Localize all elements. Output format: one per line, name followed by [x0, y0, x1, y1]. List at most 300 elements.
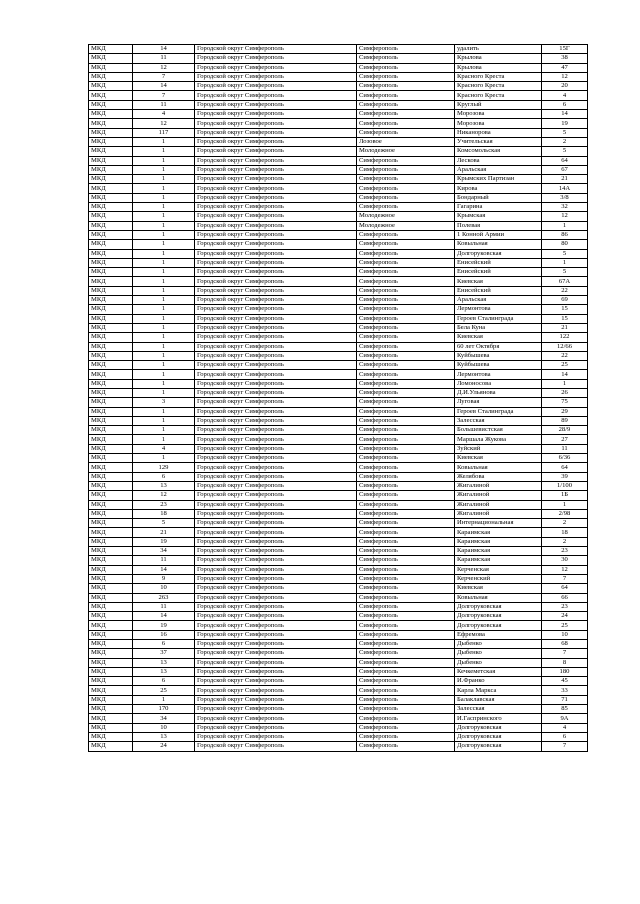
count-cell: 16: [133, 630, 195, 639]
house-number-cell: 39: [542, 472, 588, 481]
house-number-cell: 6/36: [542, 454, 588, 463]
table-row: [89, 574, 588, 583]
street-cell: Енисейский: [455, 286, 542, 295]
table-row: [89, 286, 588, 295]
building-type-cell: МКД: [89, 249, 133, 258]
settlement-cell: Симферополь: [357, 537, 455, 546]
building-type-cell: МКД: [89, 91, 133, 100]
settlement-cell: Симферополь: [357, 547, 455, 556]
district-cell: Городской округ Симферополь: [195, 128, 357, 137]
street-cell: Аральская: [455, 165, 542, 174]
settlement-cell: Симферополь: [357, 230, 455, 239]
count-cell: 13: [133, 667, 195, 676]
building-type-cell: МКД: [89, 258, 133, 267]
count-cell: 6: [133, 677, 195, 686]
street-cell: Киевская: [455, 584, 542, 593]
building-type-cell: МКД: [89, 351, 133, 360]
building-type-cell: МКД: [89, 286, 133, 295]
settlement-cell: Симферополь: [357, 333, 455, 342]
house-number-cell: 1: [542, 500, 588, 509]
count-cell: 9: [133, 574, 195, 583]
street-cell: Лермонтова: [455, 370, 542, 379]
count-cell: 1: [133, 407, 195, 416]
street-cell: Зуйский: [455, 444, 542, 453]
district-cell: Городской округ Симферополь: [195, 203, 357, 212]
street-cell: Луговая: [455, 398, 542, 407]
house-number-cell: 12/66: [542, 342, 588, 351]
settlement-cell: Симферополь: [357, 565, 455, 574]
settlement-cell: Симферополь: [357, 314, 455, 323]
building-type-cell: МКД: [89, 193, 133, 202]
table-row: [89, 184, 588, 193]
settlement-cell: Симферополь: [357, 509, 455, 518]
house-number-cell: 22: [542, 286, 588, 295]
building-type-cell: МКД: [89, 398, 133, 407]
settlement-cell: Симферополь: [357, 249, 455, 258]
settlement-cell: Симферополь: [357, 110, 455, 119]
house-number-cell: 22: [542, 351, 588, 360]
settlement-cell: Симферополь: [357, 193, 455, 202]
settlement-cell: Молодежное: [357, 212, 455, 221]
district-cell: Городской округ Симферополь: [195, 519, 357, 528]
count-cell: 11: [133, 556, 195, 565]
count-cell: 1: [133, 165, 195, 174]
house-number-cell: 14: [542, 110, 588, 119]
building-type-cell: МКД: [89, 649, 133, 658]
settlement-cell: Симферополь: [357, 156, 455, 165]
house-number-cell: 9А: [542, 714, 588, 723]
street-cell: Куйбышева: [455, 351, 542, 360]
house-number-cell: 12: [542, 565, 588, 574]
settlement-cell: Симферополь: [357, 305, 455, 314]
table-row: [89, 481, 588, 490]
count-cell: 1: [133, 193, 195, 202]
count-cell: 14: [133, 82, 195, 91]
table-row: [89, 686, 588, 695]
count-cell: 170: [133, 705, 195, 714]
table-row: [89, 370, 588, 379]
house-number-cell: 69: [542, 296, 588, 305]
settlement-cell: Симферополь: [357, 714, 455, 723]
table-row: [89, 723, 588, 732]
building-type-cell: МКД: [89, 63, 133, 72]
count-cell: 12: [133, 119, 195, 128]
settlement-cell: Молодежное: [357, 221, 455, 230]
street-cell: Крылова: [455, 63, 542, 72]
building-type-cell: МКД: [89, 742, 133, 751]
building-type-cell: МКД: [89, 658, 133, 667]
street-cell: Полевая: [455, 221, 542, 230]
building-type-cell: МКД: [89, 686, 133, 695]
table-row: [89, 491, 588, 500]
count-cell: 1: [133, 277, 195, 286]
building-type-cell: МКД: [89, 528, 133, 537]
building-type-cell: МКД: [89, 547, 133, 556]
table-row: [89, 398, 588, 407]
building-type-cell: МКД: [89, 584, 133, 593]
count-cell: 4: [133, 110, 195, 119]
building-type-cell: МКД: [89, 100, 133, 109]
street-cell: Желябова: [455, 472, 542, 481]
count-cell: 11: [133, 100, 195, 109]
settlement-cell: Симферополь: [357, 45, 455, 54]
count-cell: 1: [133, 258, 195, 267]
table-row: [89, 593, 588, 602]
building-type-cell: МКД: [89, 128, 133, 137]
table-row: [89, 667, 588, 676]
settlement-cell: Симферополь: [357, 742, 455, 751]
table-row: [89, 45, 588, 54]
settlement-cell: Симферополь: [357, 463, 455, 472]
table-row: [89, 296, 588, 305]
house-number-cell: 64: [542, 156, 588, 165]
house-number-cell: 25: [542, 361, 588, 370]
settlement-cell: Симферополь: [357, 444, 455, 453]
settlement-cell: Симферополь: [357, 379, 455, 388]
settlement-cell: Симферополь: [357, 500, 455, 509]
table-row: [89, 426, 588, 435]
street-cell: Крымских Партизан: [455, 175, 542, 184]
street-cell: Караимская: [455, 556, 542, 565]
building-type-cell: МКД: [89, 556, 133, 565]
district-cell: Городской округ Симферополь: [195, 565, 357, 574]
table-row: [89, 361, 588, 370]
house-number-cell: 6: [542, 732, 588, 741]
building-type-cell: МКД: [89, 509, 133, 518]
count-cell: 3: [133, 398, 195, 407]
table-row: [89, 175, 588, 184]
district-cell: Городской округ Симферополь: [195, 695, 357, 704]
settlement-cell: Симферополь: [357, 258, 455, 267]
settlement-cell: Симферополь: [357, 593, 455, 602]
street-cell: Долгоруковская: [455, 742, 542, 751]
house-number-cell: 1: [542, 221, 588, 230]
district-cell: Городской округ Симферополь: [195, 147, 357, 156]
building-type-cell: МКД: [89, 137, 133, 146]
table-row: [89, 732, 588, 741]
house-number-cell: 29: [542, 407, 588, 416]
table-row: [89, 612, 588, 621]
settlement-cell: Симферополь: [357, 556, 455, 565]
table-body: [89, 45, 588, 752]
table-row: [89, 454, 588, 463]
house-number-cell: 21: [542, 175, 588, 184]
district-cell: Городской округ Симферополь: [195, 184, 357, 193]
street-cell: Ковыльная: [455, 240, 542, 249]
table-row: [89, 137, 588, 146]
building-type-cell: МКД: [89, 695, 133, 704]
settlement-cell: Симферополь: [357, 286, 455, 295]
settlement-cell: Симферополь: [357, 677, 455, 686]
settlement-cell: Симферополь: [357, 658, 455, 667]
table-row: [89, 147, 588, 156]
house-number-cell: 1: [542, 258, 588, 267]
table-row: [89, 351, 588, 360]
street-cell: Кирова: [455, 184, 542, 193]
building-type-cell: МКД: [89, 426, 133, 435]
building-type-cell: МКД: [89, 230, 133, 239]
district-cell: Городской округ Симферополь: [195, 249, 357, 258]
street-cell: Ковыльная: [455, 463, 542, 472]
house-number-cell: 7: [542, 649, 588, 658]
count-cell: 1: [133, 184, 195, 193]
district-cell: Городской округ Симферополь: [195, 537, 357, 546]
street-cell: Енисейский: [455, 268, 542, 277]
district-cell: Городской округ Симферополь: [195, 370, 357, 379]
district-cell: Городской округ Симферополь: [195, 212, 357, 221]
district-cell: Городской округ Симферополь: [195, 491, 357, 500]
house-number-cell: 15: [542, 305, 588, 314]
count-cell: 4: [133, 444, 195, 453]
house-number-cell: 1: [542, 379, 588, 388]
settlement-cell: Симферополь: [357, 435, 455, 444]
count-cell: 13: [133, 732, 195, 741]
house-number-cell: 19: [542, 119, 588, 128]
count-cell: 19: [133, 537, 195, 546]
street-cell: Киевская: [455, 277, 542, 286]
street-cell: Интернациональная: [455, 519, 542, 528]
house-number-cell: 64: [542, 463, 588, 472]
district-cell: Городской округ Симферополь: [195, 165, 357, 174]
building-type-cell: МКД: [89, 435, 133, 444]
house-number-cell: 64: [542, 584, 588, 593]
building-type-cell: МКД: [89, 184, 133, 193]
district-cell: Городской округ Симферополь: [195, 658, 357, 667]
house-number-cell: 5: [542, 268, 588, 277]
count-cell: 13: [133, 481, 195, 490]
building-type-cell: МКД: [89, 491, 133, 500]
district-cell: Городской округ Симферополь: [195, 240, 357, 249]
street-cell: Енисейский: [455, 258, 542, 267]
street-cell: Караимская: [455, 528, 542, 537]
table-row: [89, 500, 588, 509]
district-cell: Городской округ Симферополь: [195, 379, 357, 388]
street-cell: Бондарный: [455, 193, 542, 202]
settlement-cell: Симферополь: [357, 621, 455, 630]
table-row: [89, 268, 588, 277]
district-cell: Городской округ Симферополь: [195, 621, 357, 630]
district-cell: Городской округ Симферополь: [195, 54, 357, 63]
count-cell: 5: [133, 519, 195, 528]
settlement-cell: Симферополь: [357, 426, 455, 435]
street-cell: Ковыльная: [455, 593, 542, 602]
count-cell: 12: [133, 63, 195, 72]
district-cell: Городской округ Симферополь: [195, 333, 357, 342]
building-type-cell: МКД: [89, 165, 133, 174]
house-number-cell: 71: [542, 695, 588, 704]
house-number-cell: 66: [542, 593, 588, 602]
house-number-cell: 23: [542, 547, 588, 556]
table-row: [89, 203, 588, 212]
settlement-cell: Молодежное: [357, 147, 455, 156]
house-number-cell: 67: [542, 165, 588, 174]
table-row: [89, 547, 588, 556]
house-number-cell: 24: [542, 612, 588, 621]
count-cell: 37: [133, 649, 195, 658]
settlement-cell: Симферополь: [357, 165, 455, 174]
street-cell: Киевская: [455, 454, 542, 463]
district-cell: Городской округ Симферополь: [195, 63, 357, 72]
district-cell: Городской округ Симферополь: [195, 221, 357, 230]
count-cell: 1: [133, 296, 195, 305]
settlement-cell: Симферополь: [357, 454, 455, 463]
street-cell: Красного Креста: [455, 82, 542, 91]
district-cell: Городской округ Симферополь: [195, 398, 357, 407]
house-number-cell: 38: [542, 54, 588, 63]
settlement-cell: Симферополь: [357, 649, 455, 658]
house-number-cell: 33: [542, 686, 588, 695]
count-cell: 1: [133, 249, 195, 258]
district-cell: Городской округ Симферополь: [195, 137, 357, 146]
settlement-cell: Симферополь: [357, 91, 455, 100]
table-row: [89, 156, 588, 165]
building-type-cell: МКД: [89, 82, 133, 91]
street-cell: удалить: [455, 45, 542, 54]
building-type-cell: МКД: [89, 323, 133, 332]
settlement-cell: Симферополь: [357, 686, 455, 695]
settlement-cell: Симферополь: [357, 612, 455, 621]
district-cell: Городской округ Симферополь: [195, 500, 357, 509]
settlement-cell: Симферополь: [357, 128, 455, 137]
house-number-cell: 89: [542, 416, 588, 425]
count-cell: 1: [133, 416, 195, 425]
table-row: [89, 54, 588, 63]
count-cell: 13: [133, 658, 195, 667]
district-cell: Городской округ Симферополь: [195, 314, 357, 323]
street-cell: Керченский: [455, 574, 542, 583]
settlement-cell: Симферополь: [357, 277, 455, 286]
street-cell: Ломоносова: [455, 379, 542, 388]
count-cell: 14: [133, 45, 195, 54]
count-cell: 1: [133, 175, 195, 184]
street-cell: Гагарина: [455, 203, 542, 212]
district-cell: Городской округ Симферополь: [195, 584, 357, 593]
street-cell: Долгоруковская: [455, 621, 542, 630]
count-cell: 1: [133, 203, 195, 212]
table-row: [89, 333, 588, 342]
count-cell: 1: [133, 147, 195, 156]
house-number-cell: 6: [542, 100, 588, 109]
house-number-cell: 10: [542, 630, 588, 639]
count-cell: 11: [133, 602, 195, 611]
street-cell: Лескова: [455, 156, 542, 165]
table-row: [89, 221, 588, 230]
settlement-cell: Симферополь: [357, 82, 455, 91]
street-cell: Героев Сталинграда: [455, 314, 542, 323]
street-cell: Залесская: [455, 705, 542, 714]
street-cell: Караимская: [455, 537, 542, 546]
building-type-cell: МКД: [89, 268, 133, 277]
district-cell: Городской округ Симферополь: [195, 528, 357, 537]
house-number-cell: 5: [542, 249, 588, 258]
district-cell: Городской округ Симферополь: [195, 296, 357, 305]
street-cell: Маршала Жукова: [455, 435, 542, 444]
house-number-cell: 12: [542, 72, 588, 81]
count-cell: 7: [133, 72, 195, 81]
building-type-cell: МКД: [89, 723, 133, 732]
count-cell: 1: [133, 333, 195, 342]
house-number-cell: 4: [542, 723, 588, 732]
table-row: [89, 258, 588, 267]
house-number-cell: 15Г: [542, 45, 588, 54]
street-cell: Бела Куна: [455, 323, 542, 332]
house-number-cell: 122: [542, 333, 588, 342]
house-number-cell: 2/98: [542, 509, 588, 518]
house-number-cell: 32: [542, 203, 588, 212]
district-cell: Городской округ Симферополь: [195, 602, 357, 611]
building-type-cell: МКД: [89, 565, 133, 574]
settlement-cell: Симферополь: [357, 268, 455, 277]
count-cell: 6: [133, 640, 195, 649]
street-cell: Жигалиной: [455, 491, 542, 500]
district-cell: Городской округ Симферополь: [195, 361, 357, 370]
district-cell: Городской округ Симферополь: [195, 714, 357, 723]
building-type-cell: МКД: [89, 621, 133, 630]
table-row: [89, 240, 588, 249]
district-cell: Городской округ Симферополь: [195, 426, 357, 435]
table-row: [89, 82, 588, 91]
settlement-cell: Симферополь: [357, 370, 455, 379]
house-number-cell: 21: [542, 323, 588, 332]
table-row: [89, 556, 588, 565]
settlement-cell: Симферополь: [357, 407, 455, 416]
house-number-cell: 75: [542, 398, 588, 407]
house-number-cell: 27: [542, 435, 588, 444]
building-type-cell: МКД: [89, 630, 133, 639]
street-cell: Круглый: [455, 100, 542, 109]
street-cell: Караимская: [455, 547, 542, 556]
house-number-cell: 28/9: [542, 426, 588, 435]
building-type-cell: МКД: [89, 314, 133, 323]
count-cell: 1: [133, 426, 195, 435]
building-type-cell: МКД: [89, 602, 133, 611]
building-type-cell: МКД: [89, 407, 133, 416]
district-cell: Городской округ Симферополь: [195, 230, 357, 239]
count-cell: 34: [133, 547, 195, 556]
building-type-cell: МКД: [89, 221, 133, 230]
district-cell: Городской округ Симферополь: [195, 156, 357, 165]
count-cell: 18: [133, 509, 195, 518]
table-row: [89, 91, 588, 100]
table-row: [89, 314, 588, 323]
building-type-cell: МКД: [89, 472, 133, 481]
house-number-cell: 30: [542, 556, 588, 565]
settlement-cell: Лозовое: [357, 137, 455, 146]
district-cell: Городской округ Симферополь: [195, 463, 357, 472]
house-number-cell: 80: [542, 240, 588, 249]
district-cell: Городской округ Симферополь: [195, 268, 357, 277]
count-cell: 12: [133, 491, 195, 500]
house-number-cell: 2: [542, 537, 588, 546]
street-cell: Красного Креста: [455, 72, 542, 81]
count-cell: 1: [133, 351, 195, 360]
table-row: [89, 463, 588, 472]
building-type-cell: МКД: [89, 388, 133, 397]
count-cell: 1: [133, 454, 195, 463]
house-number-cell: 180: [542, 667, 588, 676]
street-cell: Кечкеметская: [455, 667, 542, 676]
district-cell: Городской округ Симферополь: [195, 45, 357, 54]
count-cell: 1: [133, 361, 195, 370]
count-cell: 1: [133, 435, 195, 444]
settlement-cell: Симферополь: [357, 574, 455, 583]
settlement-cell: Симферополь: [357, 584, 455, 593]
table-row: [89, 165, 588, 174]
house-number-cell: 8: [542, 658, 588, 667]
street-cell: И.Франко: [455, 677, 542, 686]
building-type-cell: МКД: [89, 175, 133, 184]
count-cell: 25: [133, 686, 195, 695]
